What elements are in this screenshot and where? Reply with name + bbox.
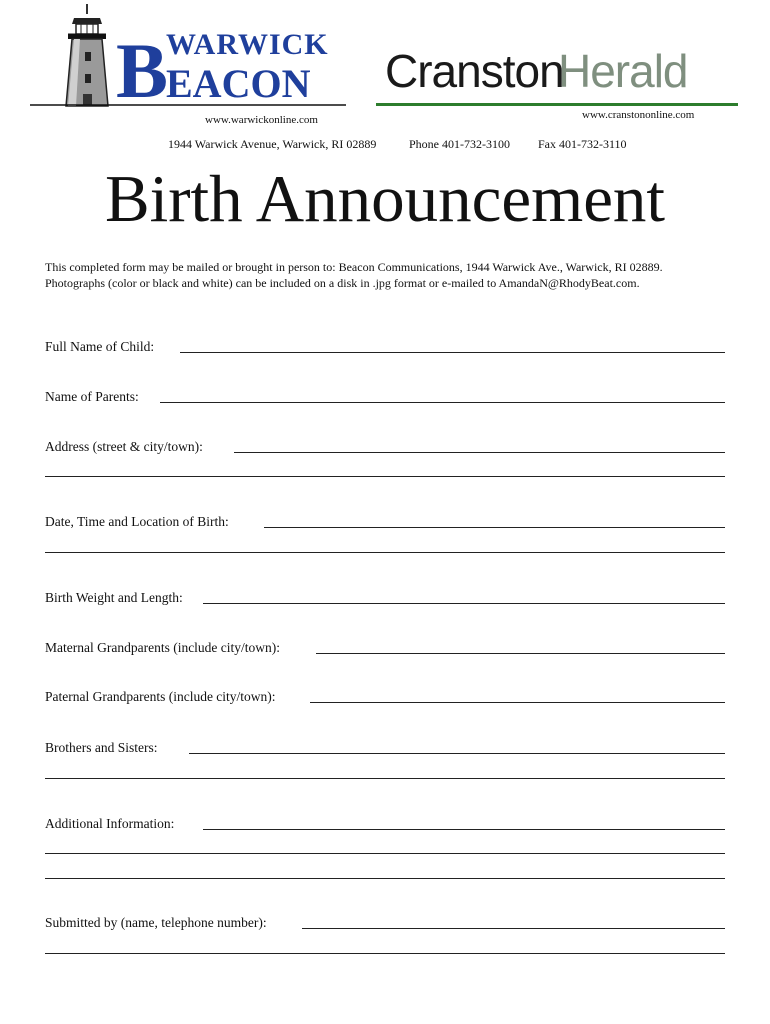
input-address[interactable] xyxy=(234,452,725,453)
input-weight-length[interactable] xyxy=(203,603,725,604)
input-additional-info-line-3[interactable] xyxy=(45,878,725,879)
input-address-line-2[interactable] xyxy=(45,476,725,477)
label-child-name: Full Name of Child: xyxy=(45,339,155,354)
page-title: Birth Announcement xyxy=(104,162,666,236)
input-birth-info[interactable] xyxy=(264,527,725,528)
input-siblings[interactable] xyxy=(189,753,725,754)
label-submitted-by: Submitted by (name, telephone number): xyxy=(45,915,267,930)
label-paternal-grandparents: Paternal Grandparents (include city/town): xyxy=(45,689,276,704)
input-additional-info[interactable] xyxy=(203,829,725,830)
beacon-url[interactable]: www.warwickonline.com xyxy=(205,114,318,126)
input-birth-info-line-2[interactable] xyxy=(45,552,725,553)
label-address: Address (street & city/town): xyxy=(45,439,203,454)
contact-phone: Phone 401-732-3100 xyxy=(409,137,510,151)
instructions-line-2: Photographs (color or black and white) can be included on a disk in .jpg format or e-mailed to AmandaN@RhodyBeat.com. xyxy=(45,276,640,290)
instructions-line-1: This completed form may be mailed or brought in person to: Beacon Communications, 1944 Warwick Ave., Warwick, RI 02889. xyxy=(45,260,663,274)
label-maternal-grandparents: Maternal Grandparents (include city/town): xyxy=(45,640,281,655)
contact-address: 1944 Warwick Avenue, Warwick, RI 02889 xyxy=(168,137,377,151)
beacon-logo-b: B xyxy=(116,27,169,114)
label-siblings: Brothers and Sisters: xyxy=(45,740,158,755)
herald-url[interactable]: www.cranstononline.com xyxy=(582,109,695,121)
input-maternal-grandparents[interactable] xyxy=(316,653,725,654)
herald-green-rule xyxy=(376,103,738,106)
input-child-name[interactable] xyxy=(180,352,725,353)
herald-logo-cranston: Cranston xyxy=(385,45,564,97)
input-paternal-grandparents[interactable] xyxy=(310,702,725,703)
beacon-logo-warwick: WARWICK xyxy=(166,28,329,61)
input-parents[interactable] xyxy=(160,402,725,403)
label-birth-info: Date, Time and Location of Birth: xyxy=(45,514,229,529)
input-submitted-by-line-2[interactable] xyxy=(45,953,725,954)
contact-fax: Fax 401-732-3110 xyxy=(538,137,627,151)
herald-logo-herald: Herald xyxy=(558,45,688,97)
label-parents: Name of Parents: xyxy=(45,389,139,404)
input-additional-info-line-2[interactable] xyxy=(45,853,725,854)
input-siblings-line-2[interactable] xyxy=(45,778,725,779)
beacon-logo-eacon: EACON xyxy=(166,61,311,106)
label-additional-info: Additional Information: xyxy=(45,816,175,831)
lighthouse-icon xyxy=(66,4,108,106)
label-weight-length: Birth Weight and Length: xyxy=(45,590,183,605)
input-submitted-by[interactable] xyxy=(302,928,725,929)
